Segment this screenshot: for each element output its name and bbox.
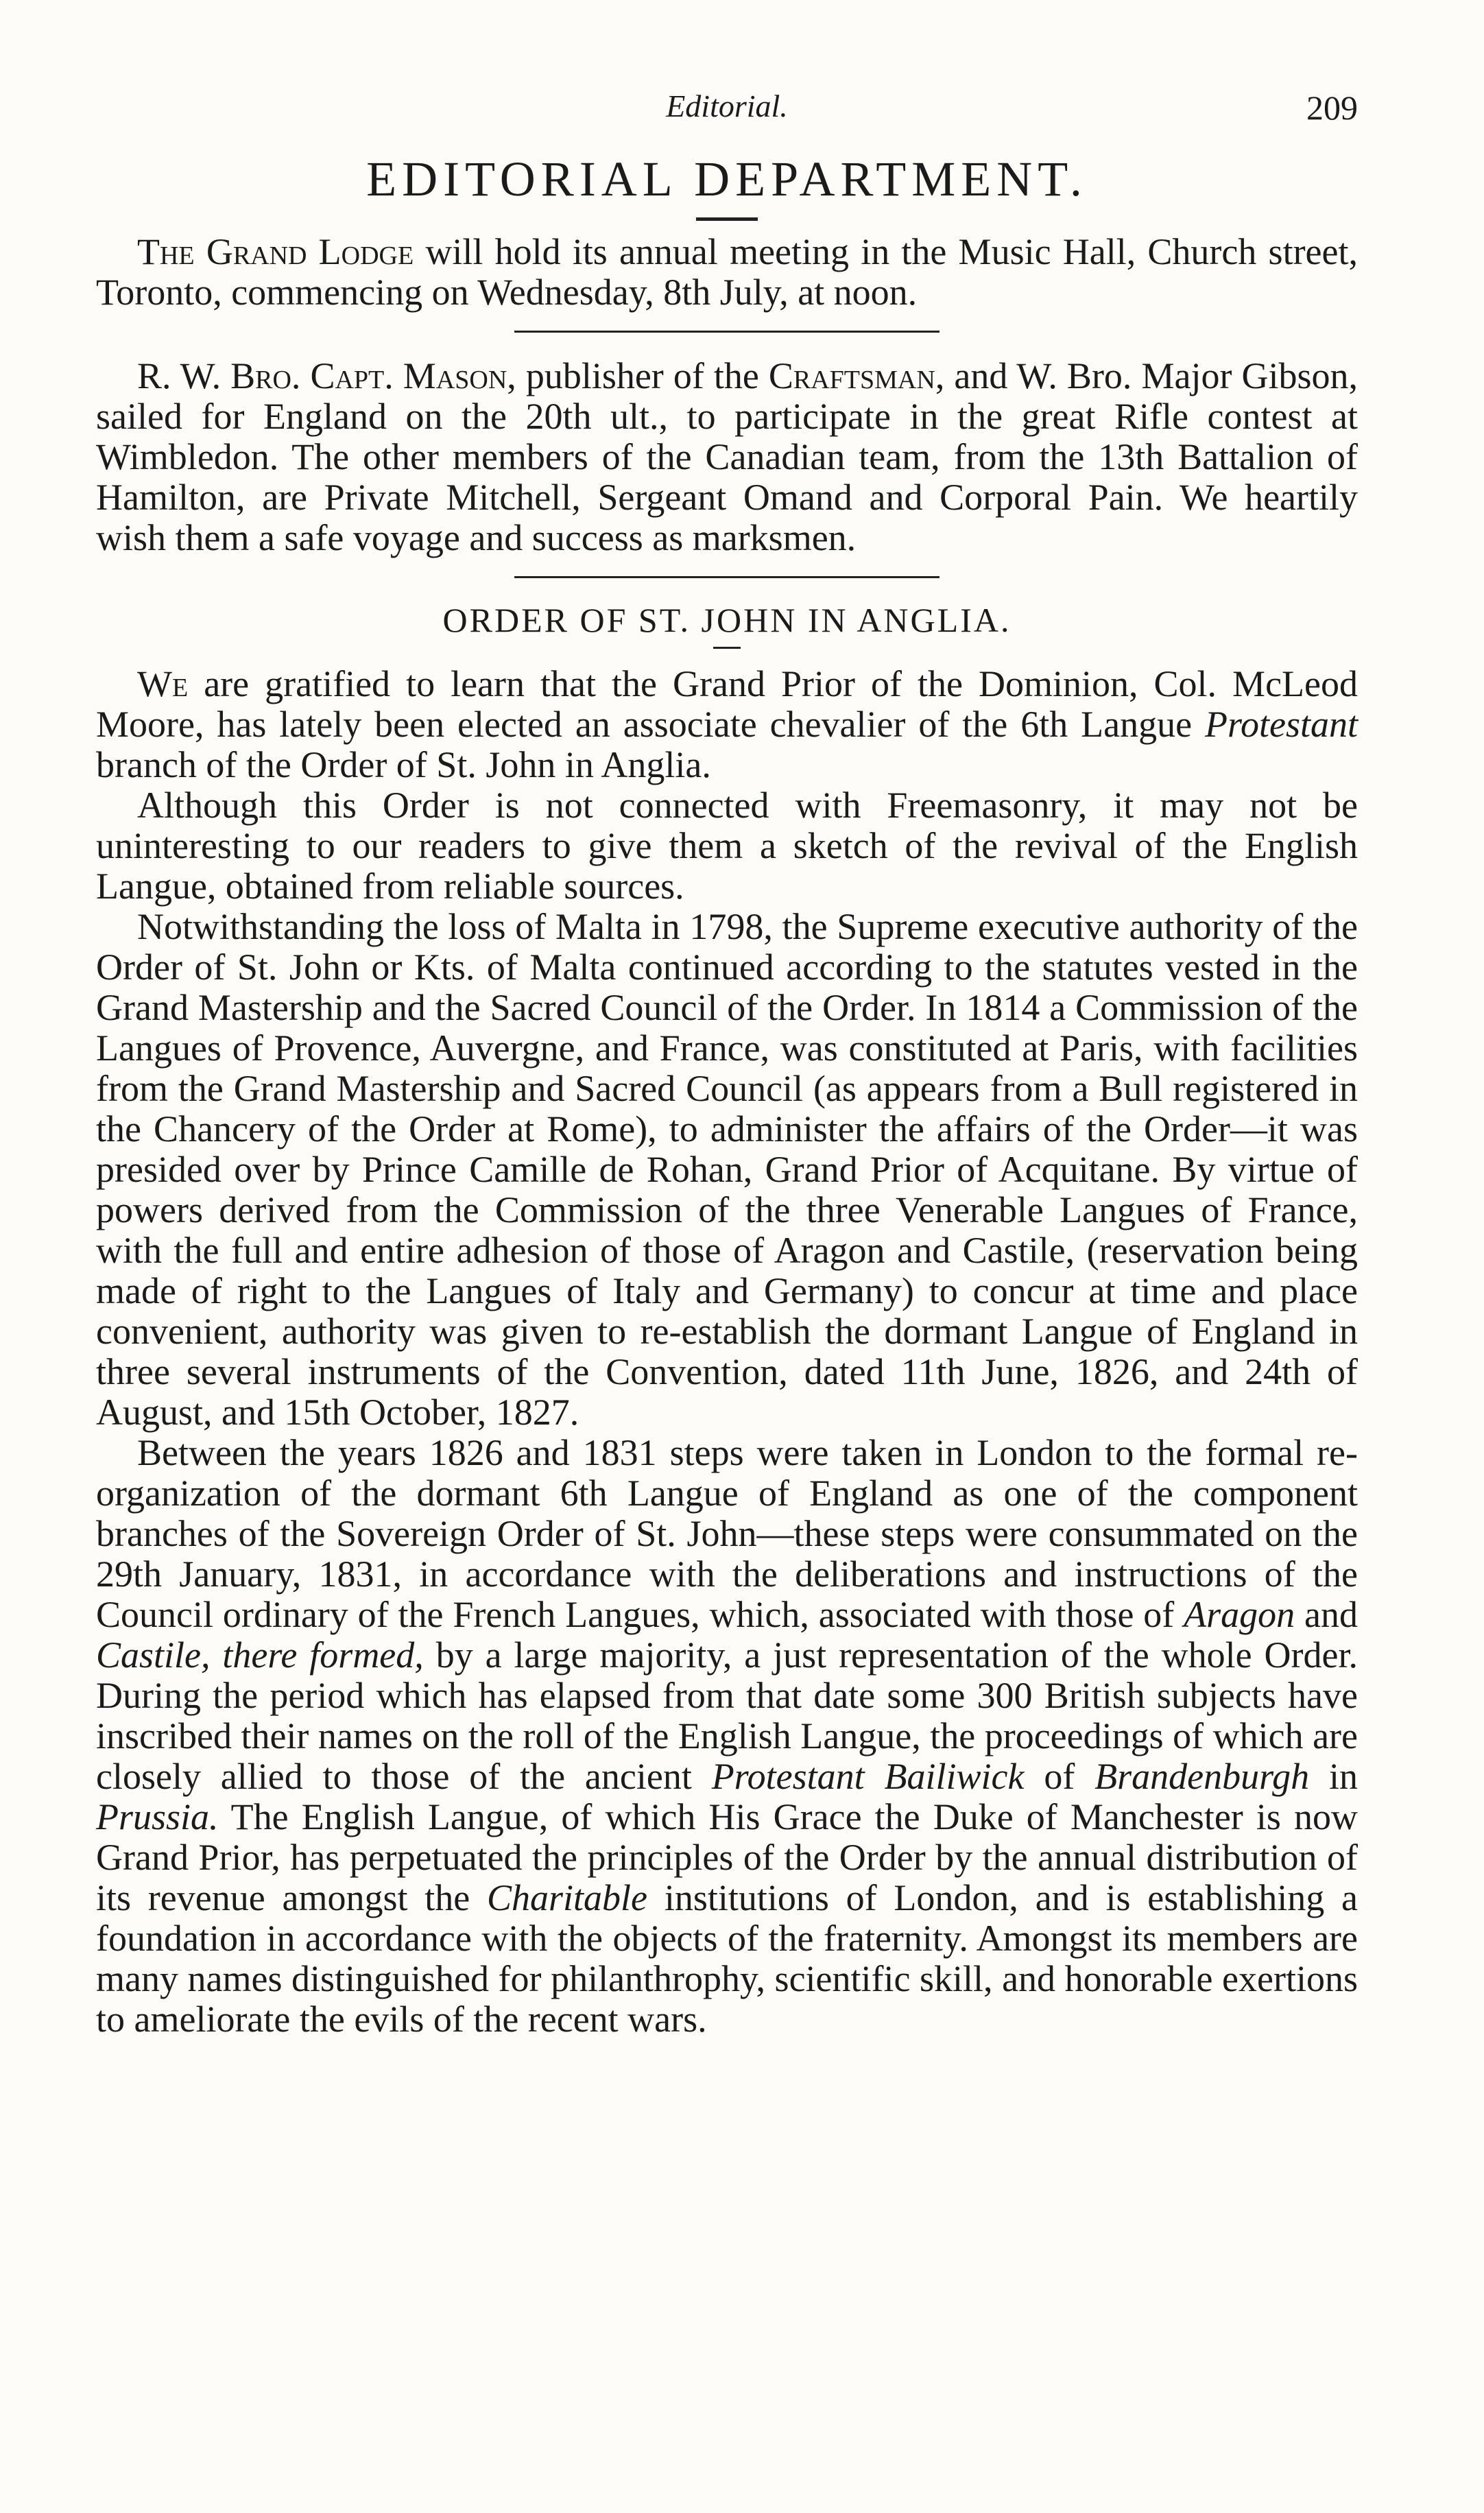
para4-text-c: by a large majority, a just representation of the whole Order. During the period which has elapsed from that date some 300 British subjects have inscribed their names on the roll of the English Langue, the proceedings of which are closely allied to those of the ancient	[96, 1634, 1358, 1797]
page	[96, 82, 1358, 2040]
para4-text-f: The English Langue, of which His Grace the Duke of Manchester is now Grand Prior, has perpetuated the principles of the Order by the annual distribution of its revenue amongst the	[96, 1796, 1358, 1918]
separator-rule-2	[514, 576, 940, 578]
para4-text-e: in	[1309, 1756, 1359, 1797]
separator-rule-1	[514, 331, 940, 333]
para4-italic-e: Prussia.	[96, 1796, 219, 1837]
para4-italic-c: Protestant Bailiwick	[711, 1756, 1025, 1797]
paragraph-4	[96, 1433, 1358, 2040]
para4-italic-a: Aragon	[1184, 1594, 1295, 1635]
para4-italic-f: Charitable	[487, 1877, 648, 1918]
para1-italic: Protestant	[1205, 704, 1358, 745]
para4-text-d: of	[1024, 1756, 1095, 1797]
section-title: ORDER OF ST. JOHN IN ANGLIA.	[442, 601, 1012, 639]
para4-italic-d: Brandenburgh	[1094, 1756, 1310, 1797]
para4-text-b: and	[1295, 1594, 1358, 1635]
main-title: EDITORIAL DEPARTMENT.	[366, 152, 1088, 206]
page-number: 209	[1306, 88, 1358, 127]
notice2-lead: R. W. Bro. Capt. Mason	[137, 355, 507, 396]
title-dash	[696, 217, 758, 221]
paragraph-1	[96, 664, 1358, 785]
mason-gibson-notice	[96, 356, 1358, 558]
notice2-craftsman: Craftsman	[768, 355, 935, 396]
notice1-text: will hold its annual meeting in the Music Hall, Church street, Toronto, commencing on Wednesday, 8th July, at noon.	[96, 231, 1358, 313]
para4-italic-b: Castile, there formed,	[96, 1634, 424, 1676]
notice1-lead: The Grand Lodge	[137, 231, 414, 272]
paragraph-2: Although this Order is not connected with Freemasonry, it may not be uninteresting to our readers to give them a sketch of the revival of the English Langue, obtained from reliable sources.	[96, 785, 1358, 907]
para4-text-g: institutions of London, and is establishing a foundation in accordance with the objects of the fraternity. Amongst its members are many names distinguished for philanthrophy, scientific skill, and honorable exertions to ameliorate the evils of the recent wars.	[96, 1877, 1358, 2040]
paragraph-3: Notwithstanding the loss of Malta in 1798, the Supreme executive authority of the Order of St. John or Kts. of Malta continued according to the statutes vested in the Grand Mastership and the Sacred Council of the Order. In 1814 a Commission of the Langues of Provence, Auvergne, and France, was constituted at Paris, with facilities from the Grand Mastership and Sacred Council (as appears from a Bull registered in the Chancery of the Order at Rome), to administer the affairs of the Order—it was presided over by Prince Camille de Rohan, Grand Prior of Acquitane. By virtue of powers derived from the Commission of the three Venerable Langues of France, with the full and entire adhesion of those of Aragon and Castile, (reservation being made of right to the Langues of Italy and Germany) to concur at time and place convenient, authority was given to re-establish the dormant Langue of England in three several instruments of the Convention, dated 11th June, 1826, and 24th of August, and 15th October, 1827.	[96, 906, 1358, 1433]
section-dash	[713, 647, 741, 649]
para1-lead: We	[137, 663, 189, 704]
notice2-text-b: , and W. Bro. Major Gibson, sailed for England on the 20th ult., to participate in the great Rifle contest at Wimbledon. The other members of the Canadian team, from the 13th Battalion of Hamilton, are Private Mitchell, Sergeant Omand and Corporal Pain. We heartily wish them a safe voyage and success as marksmen.	[96, 355, 1358, 558]
running-head	[96, 82, 1358, 137]
notice2-text-a: , publisher of the	[507, 355, 769, 396]
para4-text-a: Between the years 1826 and 1831 steps were taken in London to the formal re-organization of the dormant 6th Langue of England as one of the component branches of the Sovereign Order of St. John—these steps were consummated on the 29th January, 1831, in accordance with the deliberations and instructions of the Council ordinary of the French Langues, which, associated with those of	[96, 1432, 1358, 1635]
para1-text-b: branch of the Order of St. John in Anglia.	[96, 744, 711, 785]
para1-text-a: are gratified to learn that the Grand Prior of the Dominion, Col. McLeod Moore, has lately been elected an associate chevalier of the 6th Langue	[96, 663, 1358, 745]
running-title: Editorial.	[666, 88, 788, 123]
grand-lodge-notice	[96, 232, 1358, 313]
